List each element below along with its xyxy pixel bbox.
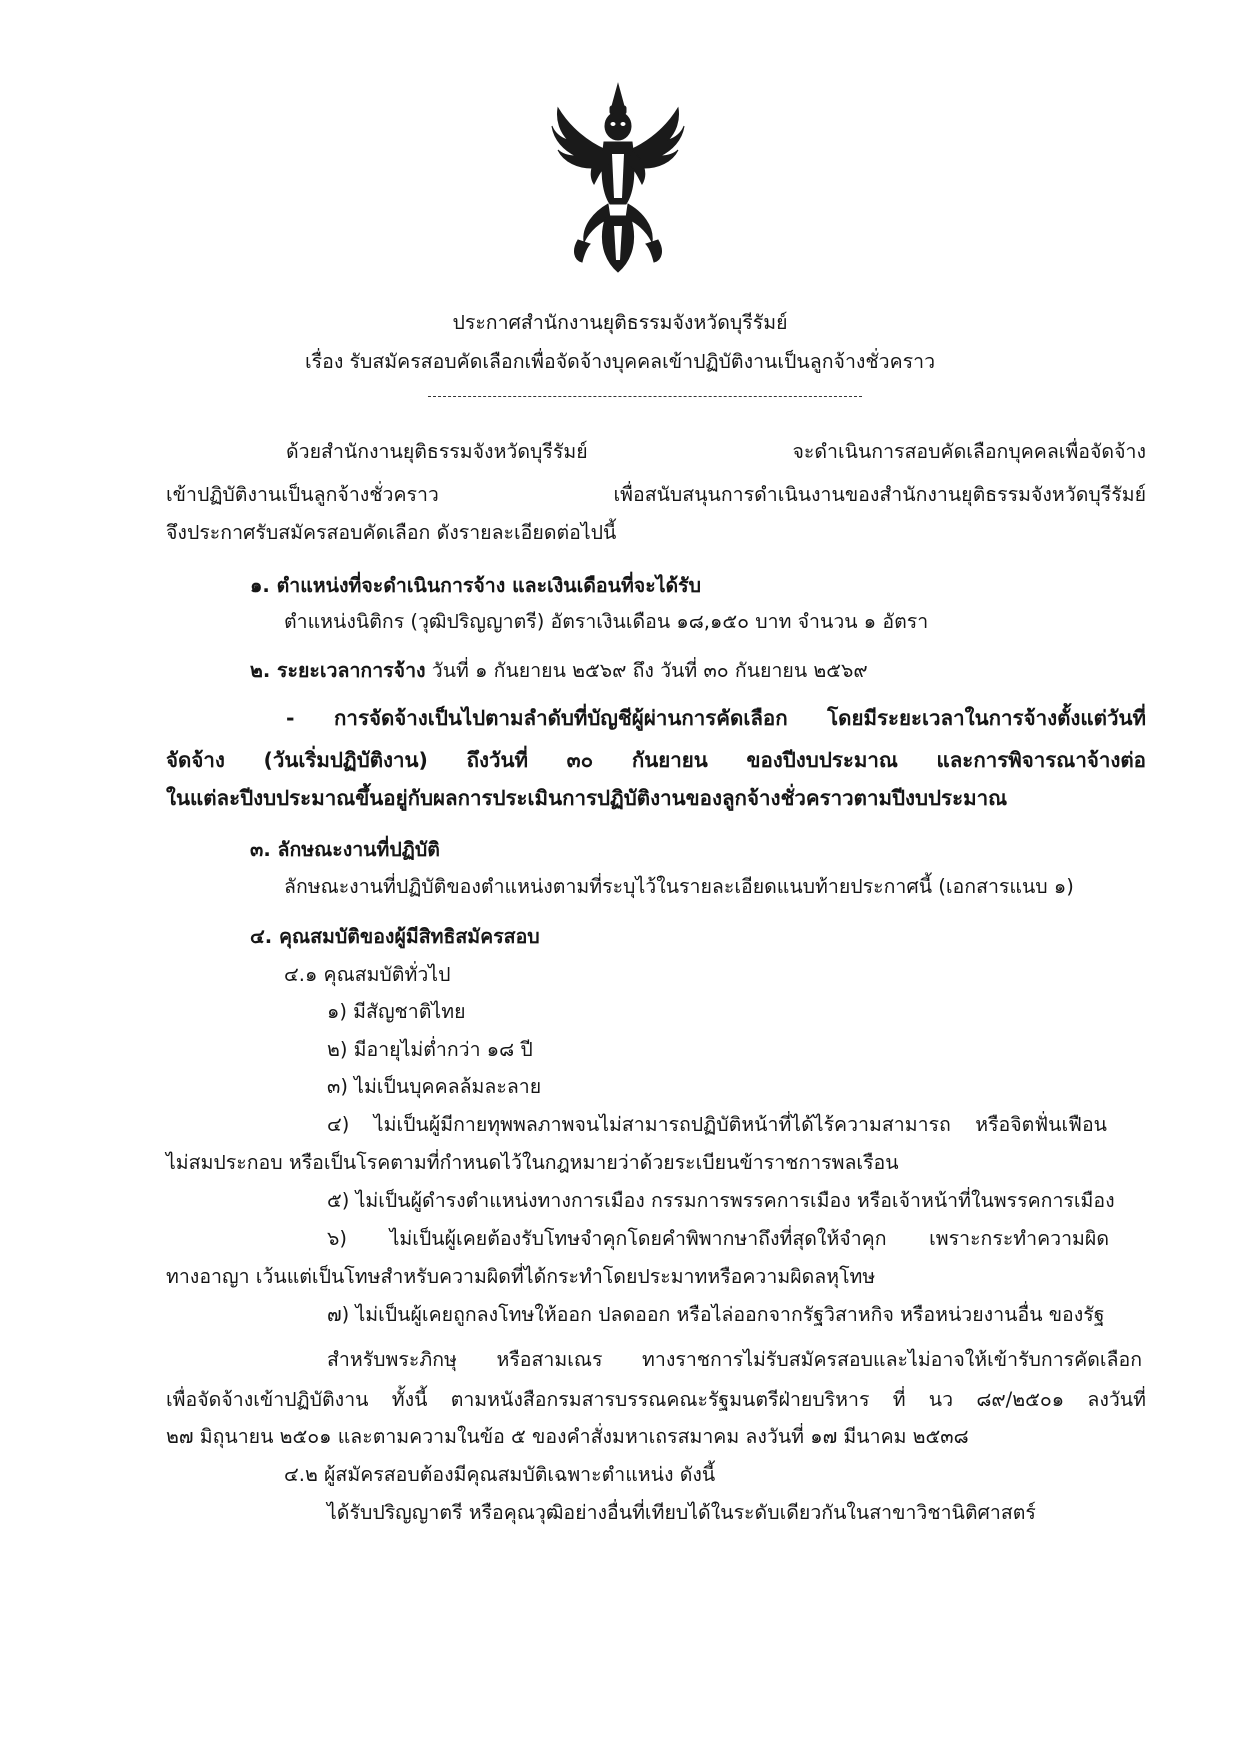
- section-2-note: - การจัดจ้างเป็นไปตามลำดับที่บัญชีผู้ผ่านการคัดเลือก โดยมีระยะเวลาในการจ้างตั้งแต่วันที่: [286, 706, 1146, 730]
- intro-line: ด้วยสำนักงานยุติธรรมจังหวัดบุรีรัมย์ จะดำเนินการสอบคัดเลือกบุคคลเพื่อจัดจ้าง: [286, 440, 1146, 463]
- qualification-item: ๓) ไม่เป็นบุคคลล้มละลาย: [327, 1075, 542, 1098]
- qualification-item: ๔) ไม่เป็นผู้มีกายทุพพลภาพจนไม่สามารถปฏิบัติหน้าที่ได้ไร้ความสามารถ หรือจิตฟั่นเฟือน: [327, 1113, 1107, 1136]
- section-4-heading: ๔. คุณสมบัติของผู้มีสิทธิสมัครสอบ: [250, 925, 540, 948]
- section-2-heading: ๒. ระยะเวลาการจ้าง: [250, 659, 426, 682]
- monk-clause: ๒๗ มิถุนายน ๒๕๐๑ และตามความในข้อ ๕ ของคำสั่งมหาเถรสมาคม ลงวันที่ ๑๗ มีนาคม ๒๕๓๘: [166, 1425, 969, 1448]
- monk-clause: สำหรับพระภิกษุ หรือสามเณร ทางราชการไม่รับสมัครสอบและไม่อาจให้เข้ารับการคัดเลือก: [327, 1348, 1142, 1371]
- qualification-item-cont: ทางอาญา เว้นแต่เป็นโทษสำหรับความผิดที่ได้กระทำโดยประมาทหรือความผิดลหุโทษ: [166, 1265, 876, 1288]
- section-4-2-text: ได้รับปริญญาตรี หรือคุณวุฒิอย่างอื่นที่เทียบได้ในระดับเดียวกันในสาขาวิชานิติศาสตร์: [327, 1501, 1036, 1524]
- intro-line: เข้าปฏิบัติงานเป็นลูกจ้างชั่วคราว เพื่อสนับสนุนการดำเนินงานของสำนักงานยุติธรรมจังหวัดบุรีรัมย์: [166, 483, 1146, 506]
- section-3-text: ลักษณะงานที่ปฏิบัติของตำแหน่งตามที่ระบุไว้ในรายละเอียดแนบท้ายประกาศนี้ (เอกสารแนบ ๑): [284, 875, 1074, 898]
- intro-line: จึงประกาศรับสมัครสอบคัดเลือก ดังรายละเอียดต่อไปนี้: [166, 521, 617, 544]
- section-3-heading: ๓. ลักษณะงานที่ปฏิบัติ: [250, 838, 440, 861]
- section-2-period: วันที่ ๑ กันยายน ๒๕๖๙ ถึง วันที่ ๓๐ กันยายน ๒๕๖๙: [425, 659, 868, 682]
- section-2-note: จัดจ้าง (วันเริ่มปฏิบัติงาน) ถึงวันที่ ๓๐ กันยายน ของปีงบประมาณ และการพิจารณาจ้างต่อ: [166, 748, 1146, 772]
- title-separator: [428, 396, 862, 397]
- qualification-item: ๕) ไม่เป็นผู้ดำรงตำแหน่งทางการเมือง กรรมการพรรคการเมือง หรือเจ้าหน้าที่ในพรรคการเมือง: [327, 1189, 1115, 1212]
- announcement-subject: เรื่อง รับสมัครสอบคัดเลือกเพื่อจัดจ้างบุคคลเข้าปฏิบัติงานเป็นลูกจ้างชั่วคราว: [304, 350, 936, 373]
- qualification-item: ๗) ไม่เป็นผู้เคยถูกลงโทษให้ออก ปลดออก หรือไล่ออกจากรัฐวิสาหกิจ หรือหน่วยงานอื่น ของรัฐ: [327, 1303, 1105, 1326]
- monk-clause: เพื่อจัดจ้างเข้าปฏิบัติงาน ทั้งนี้ ตามหนังสือกรมสารบรรณคณะรัฐมนตรีฝ่ายบริหาร ที่ นว ๘๙/๒๕๐๑ ลงวันที่: [166, 1388, 1146, 1411]
- qualification-item: ๖) ไม่เป็นผู้เคยต้องรับโทษจำคุกโดยคำพิพากษาถึงที่สุดให้จำคุก เพราะกระทำความผิด: [327, 1227, 1109, 1250]
- section-4-2-heading: ๔.๒ ผู้สมัครสอบต้องมีคุณสมบัติเฉพาะตำแหน่ง ดังนี้: [284, 1463, 716, 1486]
- qualification-item-cont: ไม่สมประกอบ หรือเป็นโรคตามที่กำหนดไว้ในกฎหมายว่าด้วยระเบียนข้าราชการพลเรือน: [166, 1151, 899, 1174]
- section-2-note: ในแต่ละปีงบประมาณขึ้นอยู่กับผลการประเมินการปฏิบัติงานของลูกจ้างชั่วคราวตามปีงบประมาณ: [166, 786, 1008, 810]
- garuda-emblem-icon: [548, 80, 688, 275]
- announcement-title: ประกาศสำนักงานยุติธรรมจังหวัดบุรีรัมย์: [452, 311, 788, 334]
- section-4-1-heading: ๔.๑ คุณสมบัติทั่วไป: [284, 963, 451, 986]
- section-1-text: ตำแหน่งนิติกร (วุฒิปริญญาตรี) อัตราเงินเดือน ๑๘,๑๕๐ บาท จำนวน ๑ อัตรา: [284, 610, 929, 633]
- qualification-item: ๒) มีอายุไม่ต่ำกว่า ๑๘ ปี: [327, 1038, 533, 1061]
- section-1-heading: ๑. ตำแหน่งที่จะดำเนินการจ้าง และเงินเดือนที่จะได้รับ: [250, 574, 702, 597]
- section-2-line: [250, 656, 868, 686]
- qualification-item: ๑) มีสัญชาติไทย: [327, 1000, 466, 1023]
